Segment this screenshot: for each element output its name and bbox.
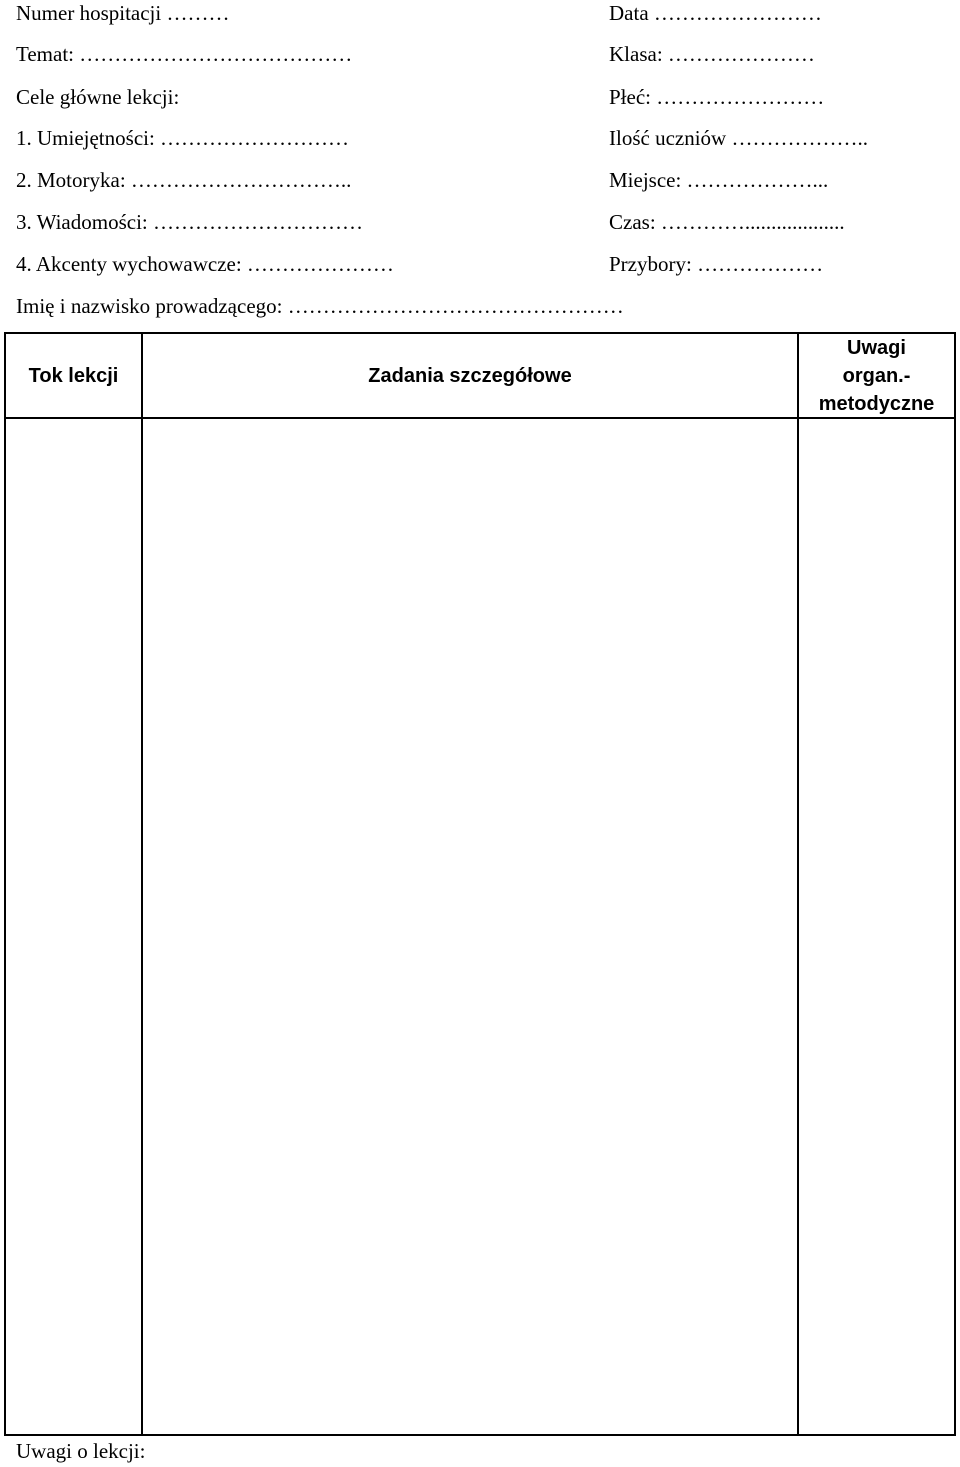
hospitation-number-field: Numer hospitacji ……… [16, 1, 230, 25]
main-goals-label: Cele główne lekcji: [16, 85, 180, 109]
time-field: Czas: …………................... [609, 210, 845, 234]
student-count-field: Ilość uczniów ……………….. [609, 126, 868, 150]
teacher-name-field: Imię i nazwisko prowadzącego: ………………………………………… [16, 294, 624, 318]
class-field: Klasa: ………………… [609, 42, 815, 66]
equipment-field: Przybory: ……………… [609, 252, 824, 276]
column-divider [797, 334, 799, 1434]
lesson-table [4, 332, 956, 1436]
motor-skills-field: 2. Motoryka: ………………………….. [16, 168, 352, 192]
column-header-detailed-tasks: Zadania szczegółowe [368, 364, 572, 387]
column-header-lesson-flow: Tok lekcji [28, 364, 119, 387]
column-header-methodical-notes: Uwagi organ.- metodyczne [818, 336, 935, 415]
place-field: Miejsce: ………………... [609, 168, 829, 192]
gender-field: Płeć: …………………… [609, 85, 825, 109]
knowledge-field: 3. Wiadomości: ………………………… [16, 210, 364, 234]
column-divider [141, 334, 143, 1434]
lesson-remarks-label: Uwagi o lekcji: [16, 1439, 146, 1463]
date-field: Data …………………… [609, 1, 822, 25]
header-divider [6, 417, 954, 419]
educational-accents-field: 4. Akcenty wychowawcze: ………………… [16, 252, 394, 276]
topic-field: Temat: ………………………………… [16, 42, 353, 66]
skills-field: 1. Umiejętności: ……………………… [16, 126, 350, 150]
